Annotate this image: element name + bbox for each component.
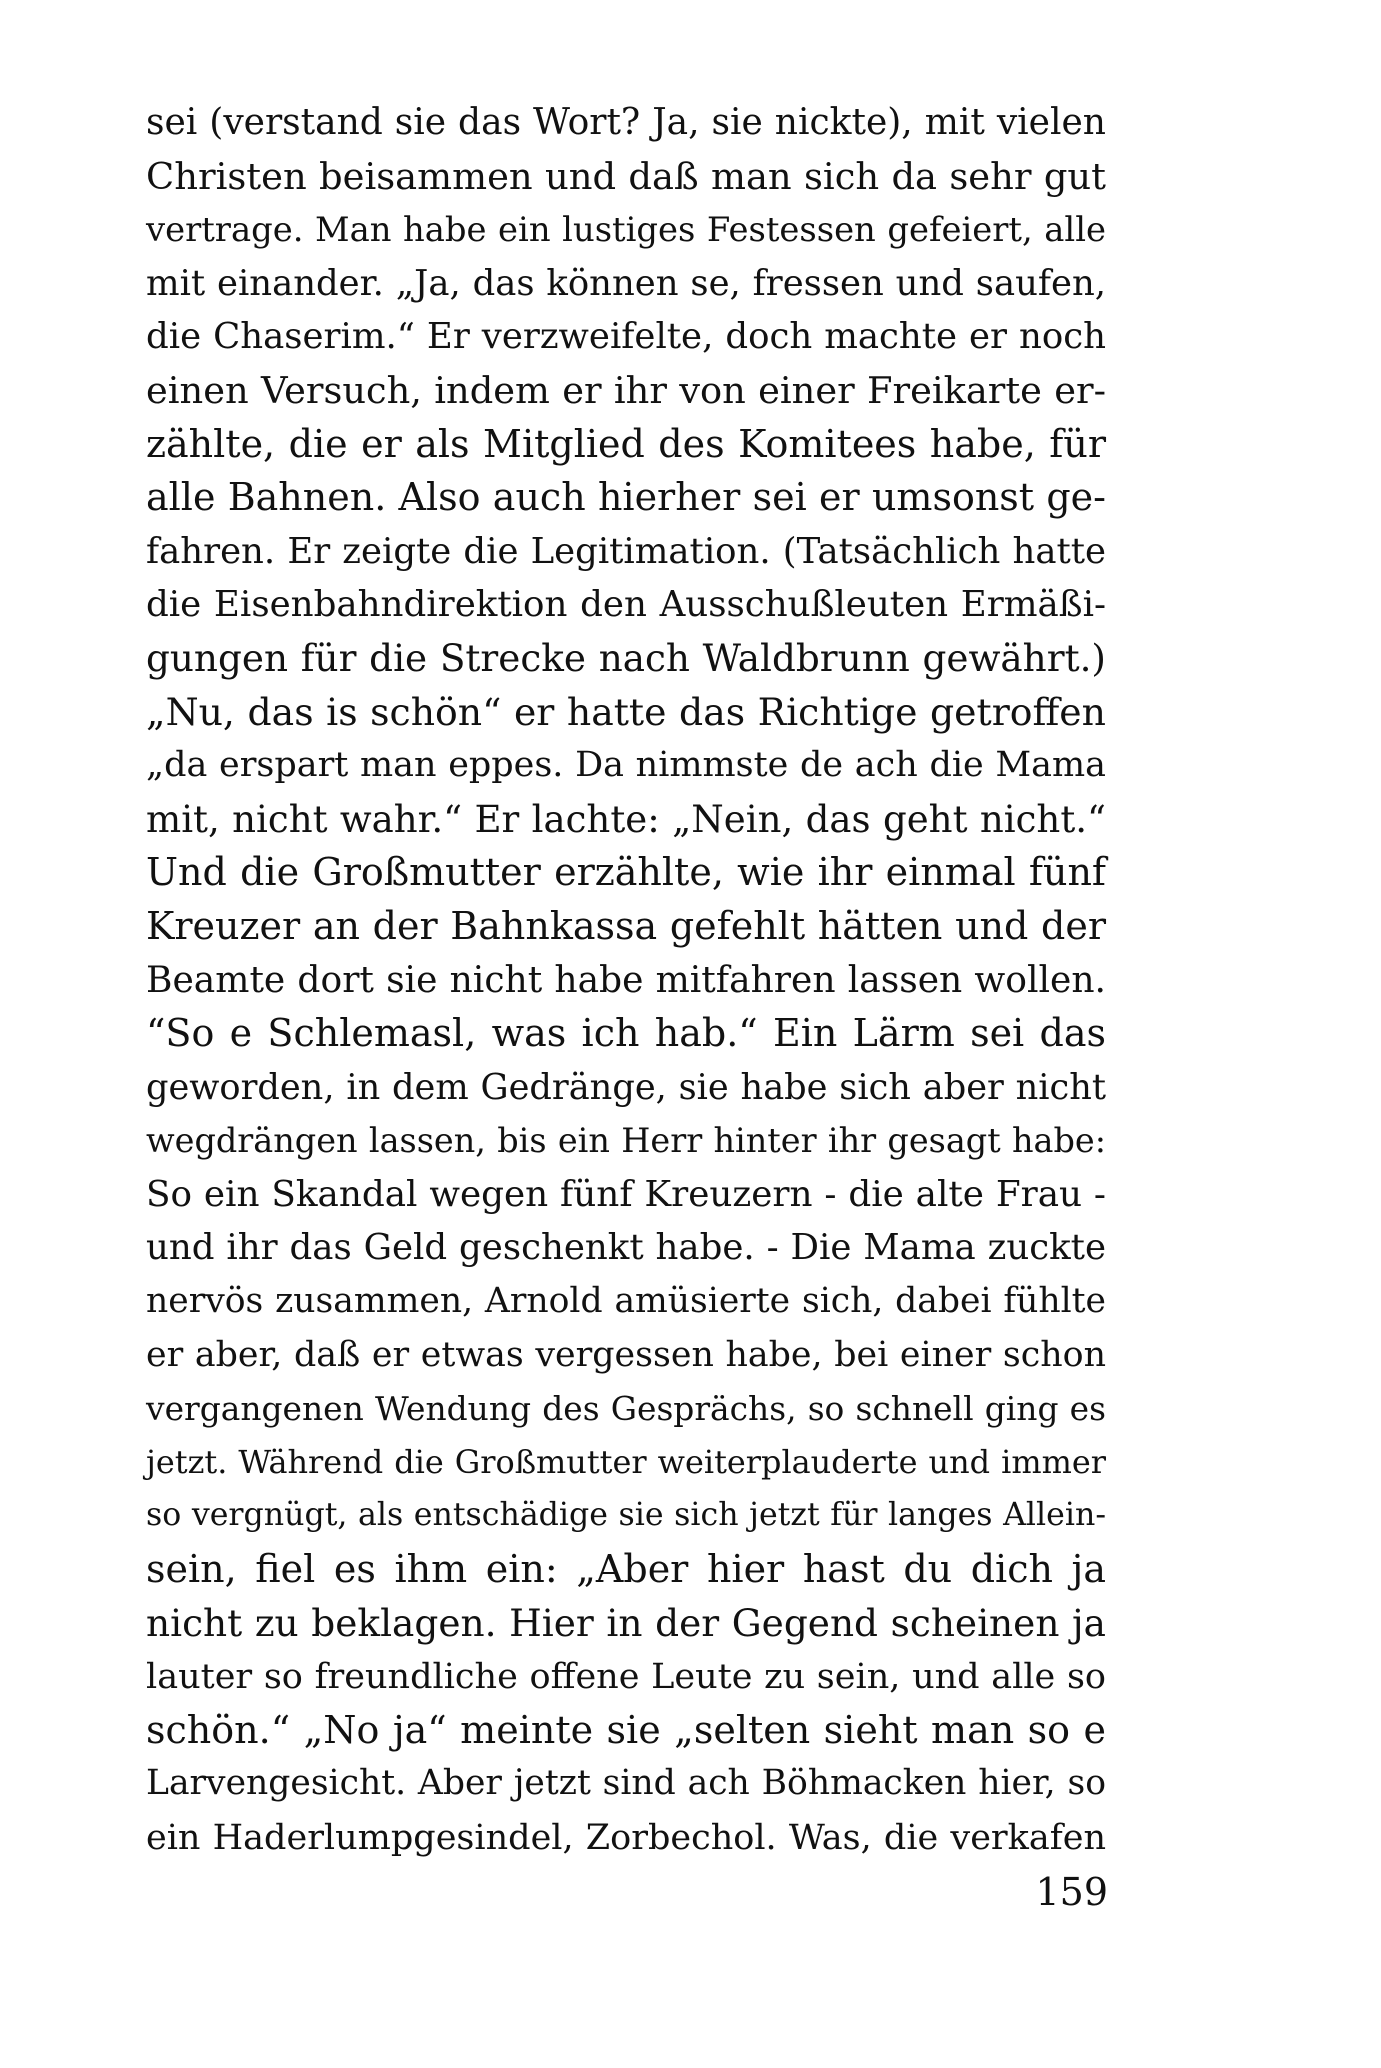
- text-line: wegdrängen lassen, bis ein Herr hinter ihr gesagt habe:: [146, 1121, 1106, 1161]
- text-line: nervös zusammen, Arnold amüsierte sich, dabei fühlte: [146, 1281, 1106, 1322]
- text-line: ein Haderlumpgesindel, Zorbechol. Was, die verkafen: [146, 1817, 1106, 1858]
- text-line: mit, nicht wahr.“ Er lachte: „Nein, das geht nicht.“: [146, 797, 1106, 841]
- text-line: vergangenen Wendung des Gesprächs, so schnell ging es: [146, 1389, 1106, 1429]
- text-line: die Eisenbahndirektion den Ausschußleuten Ermäßi-: [146, 584, 1106, 626]
- text-line: „da erspart man eppes. Da nimmste de ach die Mama: [146, 745, 1106, 786]
- text-line: schön.“ „No ja“ meinte sie „selten sieht man so e: [146, 1707, 1106, 1752]
- text-line: die Chaserim.“ Er verzweifelte, doch machte er noch: [146, 316, 1106, 358]
- text-line: und ihr das Geld geschenkt habe. - Die Mama zuckte: [146, 1227, 1106, 1269]
- page-number: 159: [1035, 1870, 1108, 1914]
- text-line: nicht zu beklagen. Hier in der Gegend scheinen ja: [146, 1600, 1106, 1645]
- text-line: einen Versuch, indem er ihr von einer Freikarte er-: [146, 368, 1106, 412]
- text-line: so vergnügt, als entschädige sie sich jetzt für langes Allein-: [146, 1497, 1106, 1534]
- text-line: Beamte dort sie nicht habe mitfahren lassen wollen.: [146, 959, 1106, 1001]
- text-line: geworden, in dem Gedränge, sie habe sich aber nicht: [146, 1066, 1106, 1108]
- text-line: Kreuzer an der Bahnkassa gefehlt hätten und der: [146, 903, 1106, 948]
- text-line: jetzt. Während die Großmutter weiterplauderte und immer: [146, 1442, 1106, 1481]
- text-line: So ein Skandal wegen fünf Kreuzern - die alte Frau -: [146, 1173, 1106, 1215]
- text-line: gungen für die Strecke nach Waldbrunn gewährt.): [146, 635, 1106, 680]
- text-line: sein, fiel es ihm ein: „Aber hier hast du dich ja: [146, 1547, 1106, 1592]
- text-line: sei (verstand sie das Wort? Ja, sie nickte), mit vielen: [146, 102, 1106, 143]
- text-line: lauter so freundliche offene Leute zu sein, und alle so: [146, 1656, 1106, 1698]
- text-line: er aber, daß er etwas vergessen habe, bei einer schon: [146, 1334, 1106, 1375]
- body-text: [146, 96, 1106, 1865]
- text-line: „Nu, das is schön“ er hatte das Richtige getroffen: [146, 689, 1106, 734]
- text-line: Larvengesicht. Aber jetzt sind ach Böhmacken hier, so: [146, 1763, 1106, 1804]
- text-line: Und die Großmutter erzählte, wie ihr einmal fünf: [146, 850, 1106, 895]
- text-line: alle Bahnen. Also auch hierher sei er umsonst ge-: [146, 475, 1106, 520]
- text-line: Christen beisammen und daß man sich da sehr gut: [146, 154, 1106, 198]
- text-line: “So e Schlemasl, was ich hab.“ Ein Lärm sei das: [146, 1011, 1106, 1056]
- text-line: mit einander. „Ja, das können se, fressen und saufen,: [146, 262, 1106, 304]
- text-line: zählte, die er als Mitglied des Komitees habe, für: [146, 421, 1106, 466]
- text-line: vertrage. Man habe ein lustiges Festessen gefeiert, alle: [146, 210, 1106, 250]
- text-line: fahren. Er zeigte die Legitimation. (Tatsächlich hatte: [146, 530, 1106, 572]
